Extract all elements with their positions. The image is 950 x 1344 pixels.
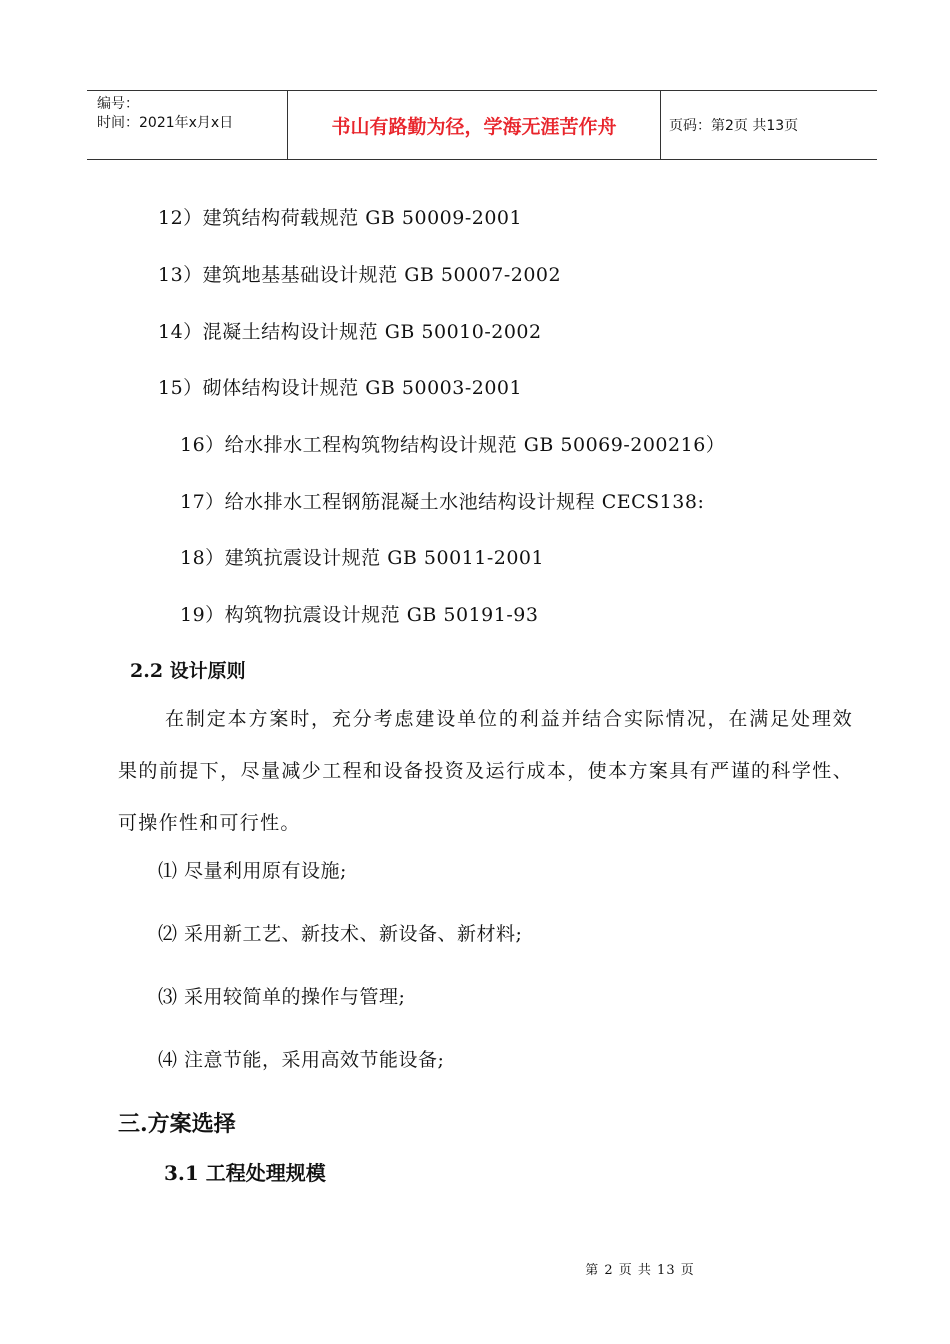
ref-item: 16）给水排水工程构筑物结构设计规范 GB 50069-200216） — [180, 434, 726, 456]
ref-item: 17）给水排水工程钢筋混凝土水池结构设计规程 CECS138: — [180, 491, 705, 513]
section-2-2-paragraph: 在制定本方案时，充分考虑建设单位的利益并结合实际情况，在满足处理效果的前提下，尽量减少工程和设备投资及运行成本，使本方案具有严谨的科学性、可操作性和可行性。 — [118, 708, 853, 834]
ref-item: 13）建筑地基基础设计规范 GB 50007-2002 — [158, 264, 562, 286]
number-label: 编号： — [97, 96, 139, 112]
ref-item: 14）混凝土结构设计规范 GB 50010-2002 — [158, 321, 542, 343]
section-3-title: 三.方案选择 — [118, 1111, 236, 1137]
ref-item: 15）砌体结构设计规范 GB 50003-2001 — [158, 377, 523, 399]
header-motto: 书山有路勤为径，学海无涯苦作舟 — [288, 91, 661, 159]
header-page-info: 页码：第2页 共13页 — [669, 118, 799, 134]
principle-item: ⑶ 采用较简单的操作与管理; — [158, 986, 406, 1008]
header-meta — [87, 91, 288, 159]
principle-item: ⑵ 采用新工艺、新技术、新设备、新材料; — [158, 923, 523, 945]
principle-item: ⑷ 注意节能，采用高效节能设备; — [158, 1049, 445, 1071]
header-table — [87, 90, 877, 160]
section-2-2-title: 2.2 设计原则 — [130, 660, 246, 682]
ref-item: 19）构筑物抗震设计规范 GB 50191-93 — [180, 604, 539, 626]
ref-item: 12）建筑结构荷载规范 GB 50009-2001 — [158, 207, 523, 229]
principle-item: ⑴ 尽量利用原有设施; — [158, 860, 347, 882]
page-footer: 第 2 页 共 13 页 — [585, 1263, 695, 1278]
section-3-1-title: 3.1 工程处理规模 — [164, 1161, 326, 1185]
ref-item: 18）建筑抗震设计规范 GB 50011-2001 — [180, 547, 545, 569]
time-label: 时间：2021年x月x日 — [97, 115, 234, 131]
